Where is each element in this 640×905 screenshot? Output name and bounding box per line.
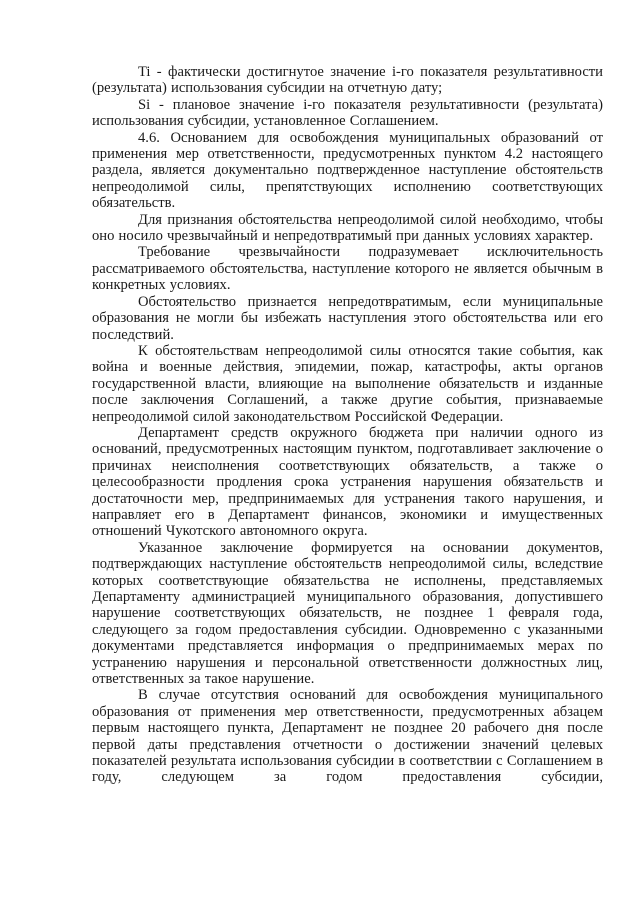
paragraph-ti-definition: Ti - фактически достигнутое значение i-го показателя результативности (результата) использования субсидии на отчетную дату;	[92, 64, 603, 97]
paragraph-force-majeure-events: К обстоятельствам непреодолимой силы относятся такие события, как война и военные действия, эпидемии, пожар, катастрофы, акты органов государственной власти, влияющие на выполнение обязательств и изданные после заключения Соглашений, а также другие события, признаваемые непреодолимой силой законодательством Российской Федерации.	[92, 342, 603, 425]
paragraph-extraordinary-requirement: Требование чрезвычайности подразумевает исключительность рассматриваемого обстоятельства, наступление которого не является обычным в конкретных условиях.	[92, 244, 603, 294]
paragraph-unavoidable: Обстоятельство признается непредотвратимым, если муниципальные образования не могли бы избежать наступления этого обстоятельства или его последствий.	[92, 293, 603, 343]
paragraph-no-grounds: В случае отсутствия оснований для освобождения муниципального образования от применения мер ответственности, предусмотренных абзацем первым настоящего пункта, Департамент не позднее 20 рабочего дня после первой даты представления отчетности о достижении значений целевых показателей результата использования субсидии в соответствии с Соглашением в году, следующем за годом предоставления субсидии,	[92, 687, 603, 786]
paragraph-department-conclusion: Департамент средств окружного бюджета при наличии одного из оснований, предусмотренных настоящим пунктом, подготавливает заключение о причинах неисполнения соответствующих обязательств, а также о целесообразности продления срока устранения нарушения обязательств и достаточности мер, предпринимаемых для устранения такого нарушения, и направляет его в Департамент финансов, экономики и имущественных отношений Чукотского автономного округа.	[92, 424, 603, 540]
paragraph-force-majeure-criteria: Для признания обстоятельства непреодолимой силой необходимо, чтобы оно носило чрезвычайный и непредотвратимый при данных условиях характер.	[92, 211, 603, 245]
paragraph-4-6-grounds: 4.6. Основанием для освобождения муниципальных образований от применения мер ответственности, предусмотренных пунктом 4.2 настоящего раздела, является документально подтвержденное наступление обстоятельств непреодолимой силы, препятствующих исполнению соответствующих обязательств.	[92, 129, 603, 212]
document-page	[92, 64, 603, 786]
paragraph-si-definition: Si - плановое значение i-го показателя результативности (результата) использования субсидии, установленное Соглашением.	[92, 96, 603, 130]
paragraph-conclusion-basis: Указанное заключение формируется на основании документов, подтверждающих наступление обстоятельств непреодолимой силы, вследствие которых соответствующие обязательства не исполнены, представляемых Департаменту администрацией муниципального образования, допустившего нарушение соответствующих обязательств, не позднее 1 февраля года, следующего за годом предоставления субсидии. Одновременно с указанными документами представляется информация о предпринимаемых мерах по устранению нарушения и персональной ответственности должностных лиц, ответственных за такое нарушение.	[92, 539, 603, 688]
